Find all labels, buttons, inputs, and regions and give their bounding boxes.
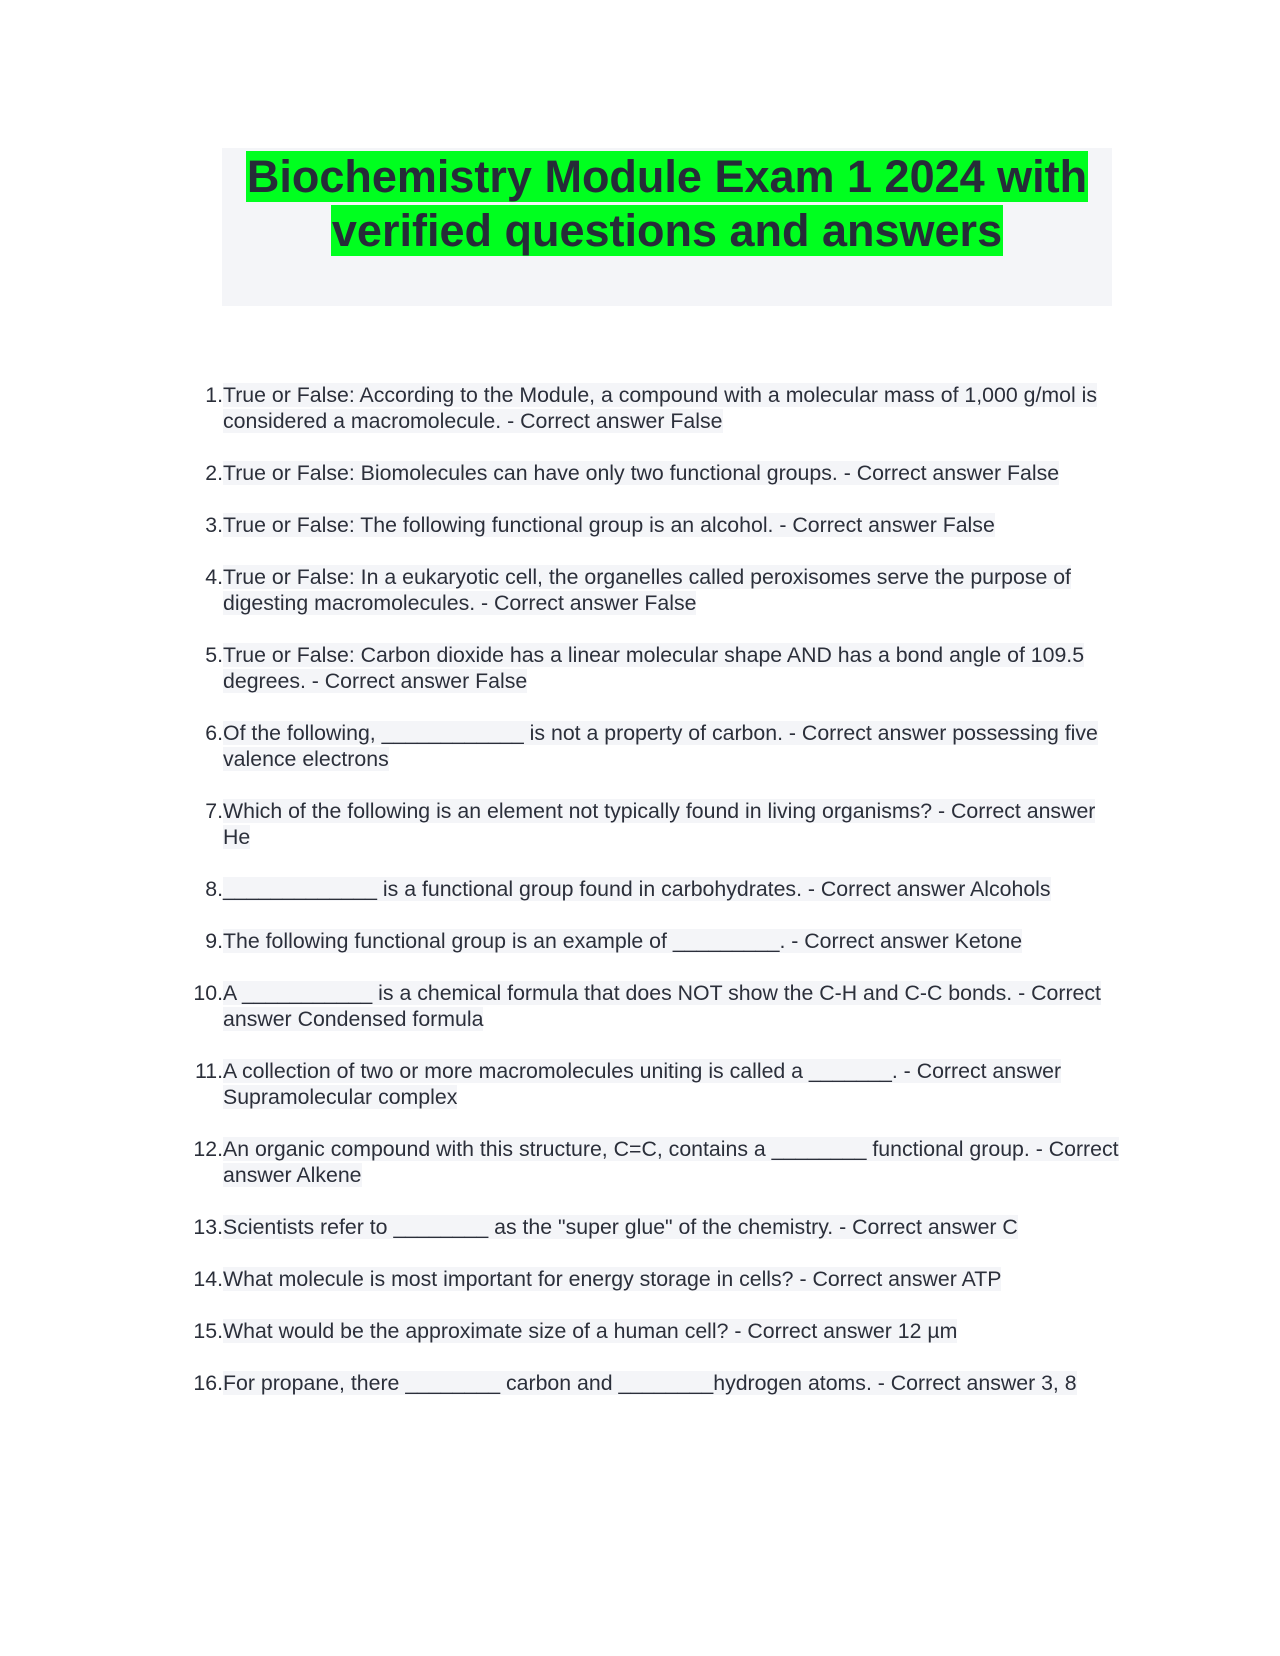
list-item xyxy=(170,1266,1120,1292)
question-list xyxy=(170,382,1120,1422)
list-item xyxy=(170,642,1120,694)
item-number: 5. xyxy=(205,643,223,667)
item-text: What would be the approximate size of a human cell? - Correct answer 12 µm xyxy=(223,1319,958,1343)
item-number: 1. xyxy=(205,383,223,407)
list-item xyxy=(170,1136,1120,1188)
item-text: _____________ is a functional group found in carbohydrates. - Correct answer Alcohols xyxy=(223,877,1051,901)
item-text: What molecule is most important for energy storage in cells? - Correct answer ATP xyxy=(223,1267,1002,1291)
item-text: Scientists refer to ________ as the "super glue" of the chemistry. - Correct answer C xyxy=(223,1215,1018,1239)
item-number: 11. xyxy=(194,1059,223,1083)
item-number: 6. xyxy=(205,721,223,745)
item-text: For propane, there ________ carbon and ________hydrogen atoms. - Correct answer 3, 8 xyxy=(223,1371,1077,1395)
item-number: 10. xyxy=(193,981,223,1005)
item-number: 12. xyxy=(193,1137,223,1161)
item-number: 15. xyxy=(193,1319,223,1343)
item-text: An organic compound with this structure, C=C, contains a ________ functional group. - Correct answer Alkene xyxy=(223,1137,1119,1187)
item-text: True or False: In a eukaryotic cell, the organelles called peroxisomes serve the purpose of digesting macromolecules. - Correct answer False xyxy=(223,565,1071,615)
item-text: True or False: The following functional group is an alcohol. - Correct answer False xyxy=(223,513,995,537)
item-text: Which of the following is an element not typically found in living organisms? - Correct answer He xyxy=(223,799,1096,849)
item-number: 16. xyxy=(193,1371,223,1395)
item-number: 3. xyxy=(205,513,223,537)
title-line-2: verified questions and answers xyxy=(331,205,1003,256)
item-number: 14. xyxy=(193,1267,223,1291)
item-text: True or False: According to the Module, a compound with a molecular mass of 1,000 g/mol is considered a macromolecule. - Correct answer False xyxy=(223,383,1097,433)
list-item xyxy=(170,1318,1120,1344)
item-number: 13. xyxy=(193,1215,223,1239)
list-item xyxy=(170,928,1120,954)
title-line-1: Biochemistry Module Exam 1 2024 with xyxy=(246,151,1088,202)
list-item xyxy=(170,798,1120,850)
item-text: The following functional group is an example of _________. - Correct answer Ketone xyxy=(223,929,1023,953)
list-item xyxy=(170,382,1120,434)
list-item xyxy=(170,512,1120,538)
list-item xyxy=(170,876,1120,902)
item-text: True or False: Carbon dioxide has a linear molecular shape AND has a bond angle of 109.5 degrees. - Correct answer False xyxy=(223,643,1085,693)
list-item xyxy=(170,1058,1120,1110)
list-item xyxy=(170,1370,1120,1396)
list-item xyxy=(170,1214,1120,1240)
item-number: 8. xyxy=(205,877,223,901)
item-text: Of the following, ____________ is not a property of carbon. - Correct answer possessing five valence electrons xyxy=(223,721,1098,771)
item-number: 7. xyxy=(205,799,223,823)
list-item xyxy=(170,564,1120,616)
list-item xyxy=(170,460,1120,486)
item-number: 4. xyxy=(205,565,223,589)
item-text: A collection of two or more macromolecules uniting is called a _______. - Correct answer Supramolecular complex xyxy=(223,1059,1062,1109)
list-item xyxy=(170,720,1120,772)
document-title xyxy=(222,148,1112,258)
list-item xyxy=(170,980,1120,1032)
item-text: A ___________ is a chemical formula that does NOT show the C-H and C-C bonds. - Correct answer Condensed formula xyxy=(223,981,1101,1031)
item-number: 2. xyxy=(205,461,223,485)
item-number: 9. xyxy=(205,929,223,953)
item-text: True or False: Biomolecules can have only two functional groups. - Correct answer False xyxy=(223,461,1060,485)
title-block xyxy=(222,148,1112,306)
